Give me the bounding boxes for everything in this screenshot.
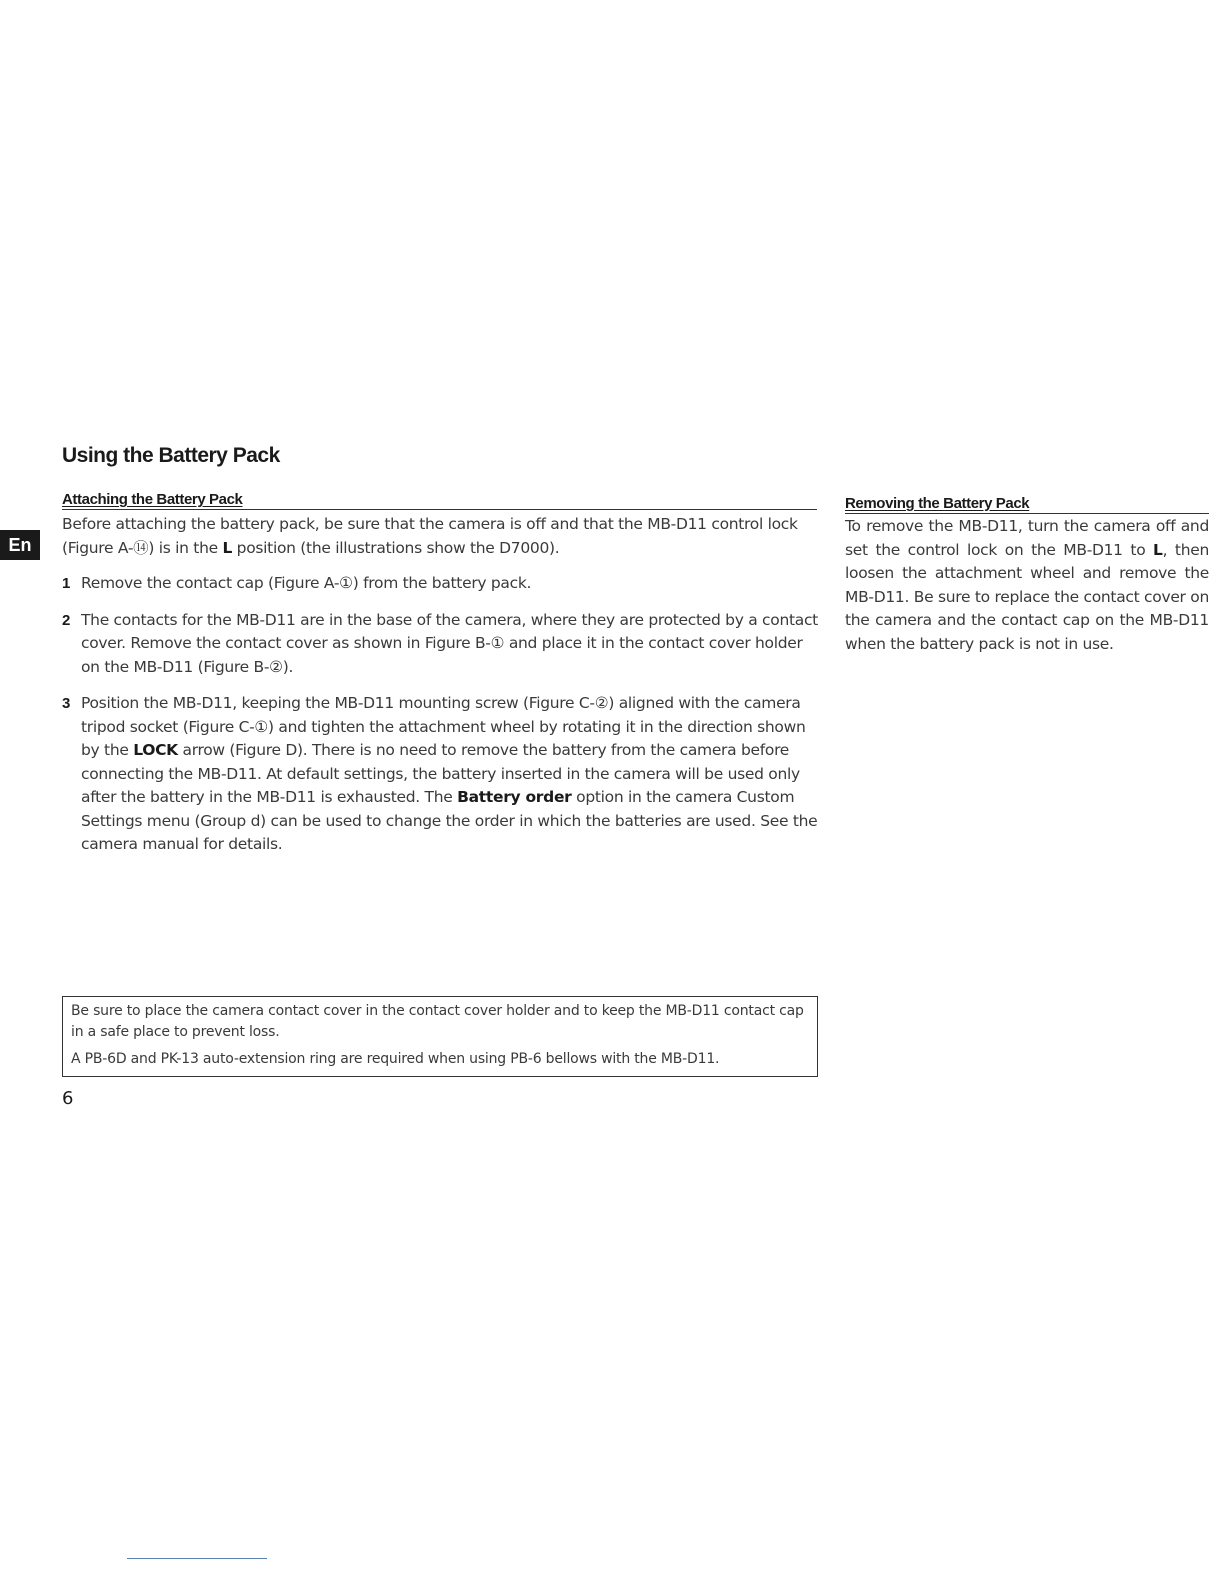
removing-text-2: , then loosen the attachment wheel and remove the MB-D11. Be sure to replace the contact cover on the camera and the contact cap on the MB-D11 when the battery pack is not in use. — [845, 540, 1209, 653]
removing-heading: Removing the Battery Pack — [845, 495, 1209, 514]
caution-line-2: A PB-6D and PK-13 auto-extension ring are required when using PB-6 bellows with the MB-D11. — [71, 1051, 720, 1067]
lock-label: LOCK — [133, 741, 178, 759]
removing-bold-lock: L — [1153, 540, 1163, 559]
intro-text-2: position (the illustrations show the D7000). — [232, 538, 560, 557]
intro-text-1: Before attaching the battery pack, be sure that the camera is off and that the MB-D11 control lock (Figure A-⑭) is in the — [62, 515, 798, 557]
step-number: 1 — [62, 575, 71, 592]
language-tab: En — [0, 530, 40, 560]
step-1 — [62, 572, 822, 596]
footer-rule — [127, 1558, 267, 1559]
step-text: Remove the contact cap (Figure A-①) from the battery pack. — [81, 574, 532, 592]
step-text-3: option in the camera Custom Settings menu (Group d) can be used to change the order in which the batteries are used. See the camera manual for details. — [81, 788, 818, 853]
steps-list — [62, 572, 822, 870]
page-number: 6 — [62, 1088, 74, 1109]
step-number: 2 — [62, 611, 71, 629]
caution-line-1: Be sure to place the camera contact cover in the contact cover holder and to keep the MB-D11 contact cap in a safe place to prevent loss. — [71, 1003, 804, 1040]
step-text-1: Position the MB-D11, keeping the MB-D11 mounting screw (Figure C-②) aligned with the camera tripod socket (Figure C-①) and tighten the attachment wheel by rotating it in the direction shown by the — [81, 694, 806, 759]
step-2 — [62, 609, 822, 680]
step-3 — [62, 692, 822, 857]
battery-order-label: Battery order — [457, 788, 572, 806]
step-text-2: arrow (Figure D). There is no need to remove the battery from the camera before connecting the MB-D11. At default settings, the battery inserted in the camera will be used only after the battery in the MB-D11 is exhausted. The — [81, 741, 800, 806]
removing-text — [845, 515, 1209, 656]
attaching-intro — [62, 513, 822, 560]
step-number: 3 — [62, 695, 71, 712]
step-text: The contacts for the MB-D11 are in the base of the camera, where they are protected by a contact cover. Remove the contact cover as shown in Figure B-① and place it in the contact cover holder on the MB-D11 (Figure B-②). — [81, 610, 818, 676]
intro-bold-lock: L — [222, 538, 233, 557]
removing-text-1: To remove the MB-D11, turn the camera off and set the control lock on the MB-D11 to — [845, 517, 1209, 559]
caution-box — [62, 996, 818, 1077]
section-title: Using the Battery Pack — [62, 444, 280, 467]
attaching-heading: Attaching the Battery Pack — [62, 491, 817, 510]
